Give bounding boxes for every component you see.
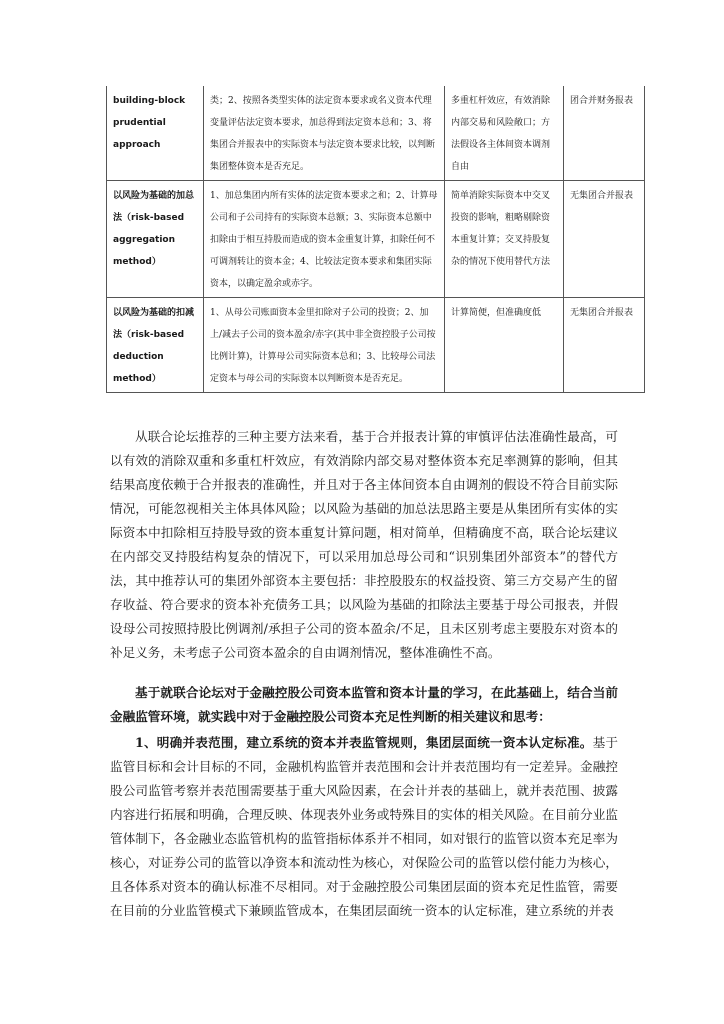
method-name-cell: 以风险为基础的加总法（risk-based aggregation method） <box>107 181 204 298</box>
recommendation-1 <box>110 731 618 923</box>
method-basis-cell: 无集团合并报表 <box>564 298 645 393</box>
method-name-cell: 以风险为基础的扣减法（risk-based deduction method） <box>107 298 204 393</box>
method-basis-cell: 团合并财务报表 <box>564 86 645 181</box>
methods-table <box>106 86 645 393</box>
method-features-cell: 多重杠杆效应，有效消除内部交易和风险敞口；方法假设各主体间资本调剂自由 <box>445 86 564 181</box>
method-description-cell: 1、从母公司账面资本金里扣除对子公司的投资；2、加上/减去子公司的资本盈余/赤字(其中非全资控股子公司按比例计算)，计算母公司实际资本总和；3、比较母公司法定资本与母公司的实际资本以判断资本是否充足。 <box>204 298 445 393</box>
method-features-cell: 简单消除实际资本中交叉投资的影响，粗略剔除资本重复计算；交叉持股复杂的情况下使用替代方法 <box>445 181 564 298</box>
method-features-cell: 计算简便，但准确度低 <box>445 298 564 393</box>
method-description-cell: 1、加总集团内所有实体的法定资本要求之和；2、计算母公司和子公司持有的实际资本总额；3、实际资本总额中扣除由于相互持股而造成的资本金重复计算，扣除任何不可调剂转让的资本金；4、比较法定资本要求和集团实际资本，以确定盈余或赤字。 <box>204 181 445 298</box>
table-row <box>107 181 645 298</box>
method-basis-cell: 无集团合并报表 <box>564 181 645 298</box>
method-name-cell: building-block prudential approach <box>107 86 204 181</box>
table-row <box>107 298 645 393</box>
recommendation-1-body: 基于监管目标和会计目标的不同，金融机构监管并表范围和会计并表范围均有一定差异。金融控股公司监管考察并表范围需要基于重大风险因素，在会计并表的基础上，就并表范围、披露内容进行拓展和明确，合理反映、体现表外业务或特殊目的实体的相关风险。在目前分业监管体制下，各金融业态监管机构的监管指标体系并不相同，如对银行的监管以资本充足率为核心，对证券公司的监管以净资本和流动性为核心，对保险公司的监管以偿付能力为核心，且各体系对资本的确认标准不尽相同。对于金融控股公司集团层面的资本充足性监管，需要在目前的分业监管模式下兼顾监管成本，在集团层面统一资本的认定标准，建立系统的并表 <box>110 735 619 918</box>
analysis-paragraph: 从联合论坛推荐的三种主要方法来看，基于合并报表计算的审慎评估法准确性最高，可以有效的消除双重和多重杠杆效应，有效消除内部交易对整体资本充足率测算的影响，但其结果高度依赖于合并报表的准确性，并且对于各主体间资本自由调剂的假设不符合目前实际情况，可能忽视相关主体具体风险；以风险为基础的加总法思路主要是从集团所有实体的实际资本中扣除相互持股导致的资本重复计算问题，相对简单，但精确度不高，联合论坛建议在内部交叉持股结构复杂的情况下，可以采用加总母公司和“识别集团外部资本”的替代方法，其中推荐认可的集团外部资本主要包括：非控股股东的权益投资、第三方交易产生的留存收益、符合要求的资本补充债务工具；以风险为基础的扣除法主要基于母公司报表，并假设母公司按照持股比例调剂/承担子公司的资本盈余/不足，且未区别考虑主要股东对资本的补足义务，未考虑子公司资本盈余的自由调剂情况，整体准确性不高。 <box>110 429 618 660</box>
table-row <box>107 86 645 181</box>
recommendations-intro: 基于就联合论坛对于金融控股公司资本监管和资本计量的学习，在此基础上，结合当前金融监管环境，就实践中对于金融控股公司资本充足性判断的相关建议和思考： <box>110 685 618 724</box>
method-description-cell: 类；2、按照各类型实体的法定资本要求或名义资本代理变量评估法定资本要求，加总得到法定资本总和；3、将集团合并报表中的实际资本与法定资本要求比较，以判断集团整体资本是否充足。 <box>204 86 445 181</box>
recommendation-1-heading: 1、明确并表范围，建立系统的资本并表监管规则，集团层面统一资本认定标准。 <box>135 735 593 750</box>
